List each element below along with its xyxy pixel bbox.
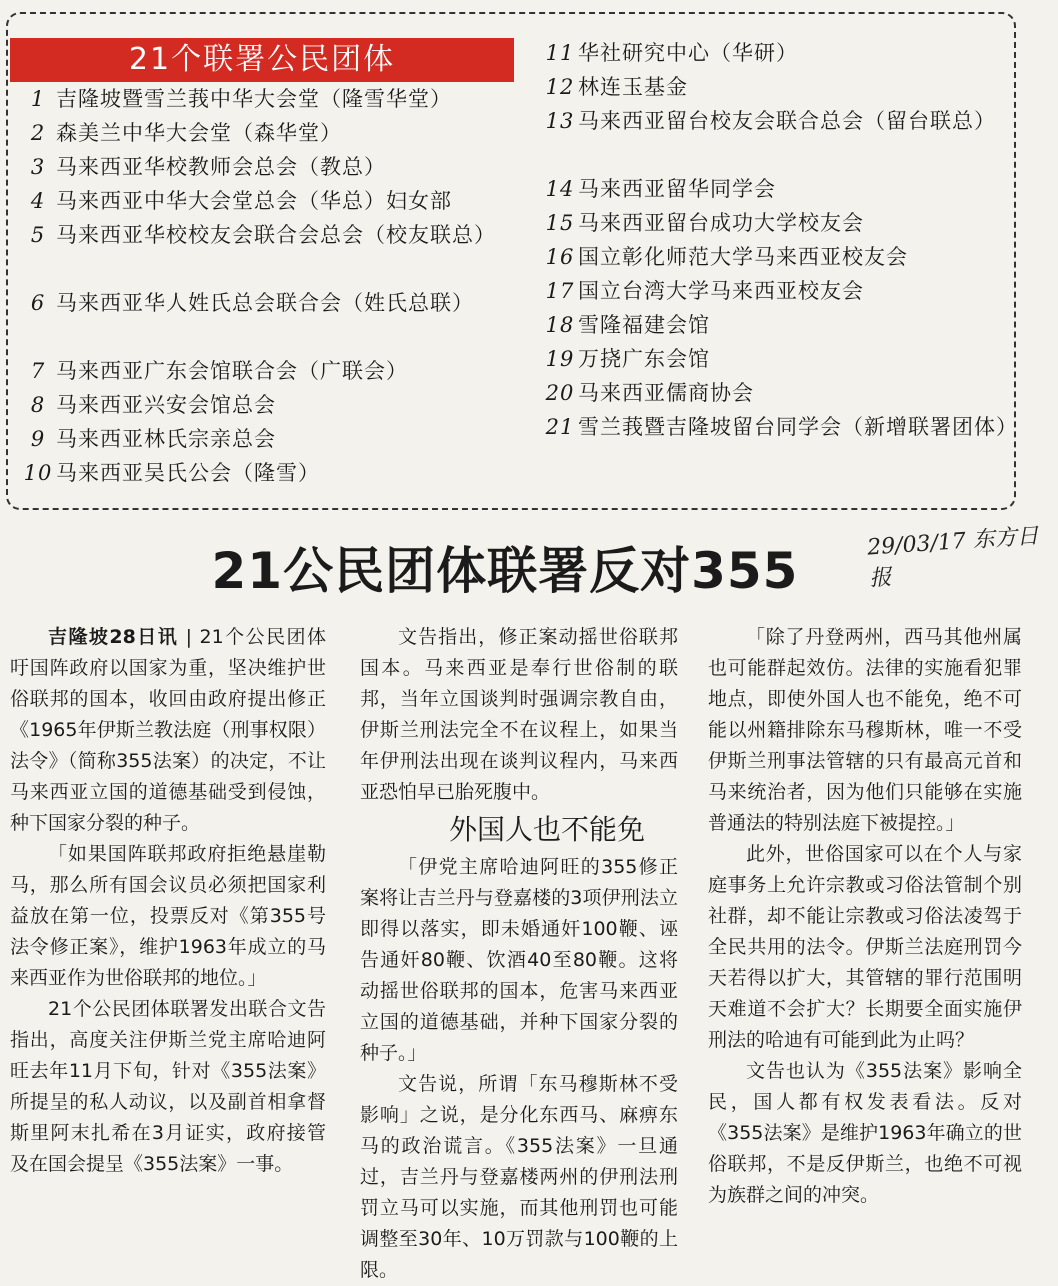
list-item: 11 华社研究中心（华研） bbox=[545, 41, 798, 65]
subheading: 外国人也不能免 bbox=[448, 813, 645, 846]
list-item: 21 雪兰莪暨吉隆坡留台同学会（新增联署团体） bbox=[545, 415, 1018, 439]
handwritten-date-note: 29/03/17 东方日报 bbox=[866, 523, 1040, 592]
paragraph: 「如果国阵联邦政府拒绝悬崖勒马，那么所有国会议员必须把国家利益放在第一位，投票反对《第355号法令修正案》，维护1963年成立的马来西亚作为世俗联邦的地位。」 bbox=[10, 843, 326, 989]
paragraph: 文告也认为《355法案》影响全民，国人都有权发表看法。反对《355法案》是维护1963年确立的世俗联邦，不是反伊斯兰，也绝不可视为族群之间的冲突。 bbox=[708, 1060, 1022, 1206]
list-item: 17 国立台湾大学马来西亚校友会 bbox=[545, 279, 864, 303]
paragraph: 吉隆坡28日讯 | 21个公民团体吁国阵政府以国家为重，坚决维护世俗联邦的国本，收回由政府提出修正《1965年伊斯兰教法庭（刑事权限）法令》（简称355法案）的决定，不让马来西亚立国的道德基础受到侵蚀，种下国家分裂的种子。 bbox=[10, 626, 326, 834]
paragraph: 「除了丹登两州，西马其他州属也可能群起效仿。法律的实施看犯罪地点，即使外国人也不能免，绝不可能以州籍排除东马穆斯林，唯一不受伊斯兰刑事法管辖的只有最高元首和马来统治者，因为他们只能够在实施普通法的特别法庭下被提控。」 bbox=[708, 626, 1022, 834]
paragraph: 文告指出，修正案动摇世俗联邦国本。马来西亚是奉行世俗制的联邦，当年立国谈判时强调宗教自由，伊斯兰刑法完全不在议程上，如果当年伊刑法出现在谈判议程内，马来西亚恐怕早已胎死腹中。 bbox=[360, 626, 678, 803]
list-item: 18 雪隆福建会馆 bbox=[545, 313, 710, 337]
list-item: 4 马来西亚中华大会堂总会（华总）妇女部 bbox=[30, 189, 452, 213]
list-item: 12 林连玉基金 bbox=[545, 75, 688, 99]
signatory-box-title: 21个联署公民团体 bbox=[10, 38, 514, 82]
list-item: 15 马来西亚留台成功大学校友会 bbox=[545, 211, 864, 235]
list-item: 1 吉隆坡暨雪兰莪中华大会堂（隆雪华堂） bbox=[30, 87, 452, 111]
list-item: 16 国立彰化师范大学马来西亚校友会 bbox=[545, 245, 908, 269]
article-column-1 bbox=[10, 622, 326, 1180]
list-item: 6 马来西亚华人姓氏总会联合会（姓氏总联） bbox=[30, 291, 474, 315]
list-item: 2 森美兰中华大会堂（森华堂） bbox=[30, 121, 342, 145]
list-item: 5 马来西亚华校校友会联合会总会（校友联总） bbox=[30, 223, 496, 247]
paragraph: 「伊党主席哈迪阿旺的355修正案将让吉兰丹与登嘉楼的3项伊刑法立即得以落实，即未婚通奸100鞭、诬告通奸80鞭、饮酒40至80鞭。这将动摇世俗联邦的国本，危害马来西亚立国的道德基础，并种下国家分裂的种子。」 bbox=[360, 856, 678, 1064]
list-item: 10 马来西亚吴氏公会（隆雪） bbox=[23, 461, 320, 485]
article-column-3 bbox=[708, 622, 1022, 1211]
right-org-list bbox=[542, 36, 1018, 478]
list-item: 8 马来西亚兴安会馆总会 bbox=[30, 393, 276, 417]
list-item: 20 马来西亚儒商协会 bbox=[545, 381, 754, 405]
headline: 21公民团体联署反对355 bbox=[211, 542, 799, 600]
paragraph: 21个公民团体联署发出联合文告指出，高度关注伊斯兰党主席哈迪阿旺去年11月下旬，针对《355法案》所提呈的私人动议，以及副首相拿督斯里阿末扎希在3月证实，政府接管及在国会提呈《355法案》一事。 bbox=[10, 998, 326, 1175]
list-item: 9 马来西亚林氏宗亲总会 bbox=[30, 427, 276, 451]
list-item: 14 马来西亚留华同学会 bbox=[545, 177, 776, 201]
list-item: 7 马来西亚广东会馆联合会（广联会） bbox=[30, 359, 408, 383]
paragraph: 此外，世俗国家可以在个人与家庭事务上允许宗教或习俗法管制个别社群，却不能让宗教或习俗法凌驾于全民共用的法令。伊斯兰法庭刑罚今天若得以扩大，其管辖的罪行范围明天难道不会扩大？长期要全面实施伊刑法的哈迪有可能到此为止吗？ bbox=[708, 843, 1022, 1051]
list-item: 3 马来西亚华校教师会总会（教总） bbox=[30, 155, 386, 179]
list-item: 13 马来西亚留台校友会联合总会（留台联总） bbox=[545, 109, 996, 133]
article-column-2 bbox=[360, 622, 678, 1286]
list-item: 19 万挠广东会馆 bbox=[545, 347, 710, 371]
left-org-list bbox=[20, 82, 530, 490]
dateline: 吉隆坡28日讯 bbox=[48, 626, 179, 648]
paragraph: 文告说，所谓「东马穆斯林不受影响」之说，是分化东西马、麻痹东马的政治谎言。《355法案》一旦通过，吉兰丹与登嘉楼两州的伊刑法刑罚立马可以实施，而其他刑罚也可能调整至30年、10万罚款与100鞭的上限。 bbox=[360, 1073, 678, 1281]
